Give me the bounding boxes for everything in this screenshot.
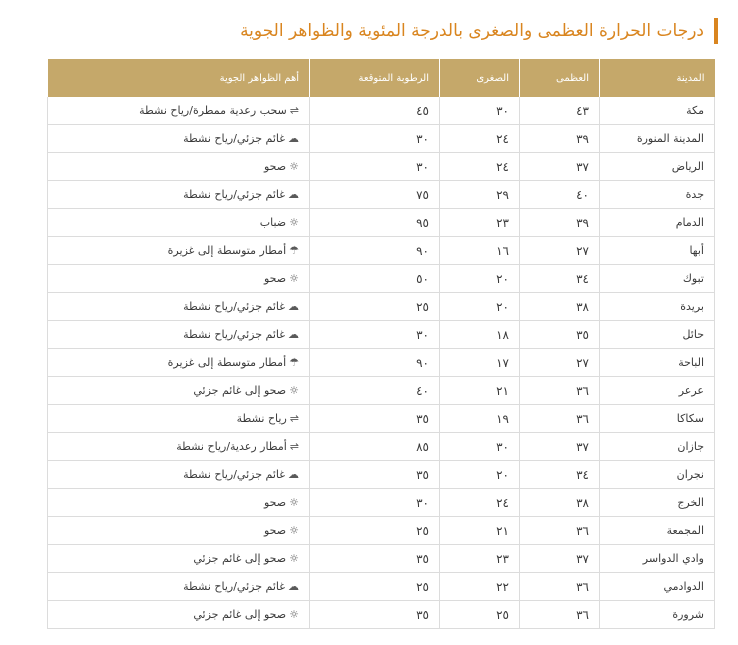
humidity-cell: ٣٠ (310, 489, 440, 517)
weather-cell (48, 153, 310, 181)
min-temp-cell: ٢٣ (440, 545, 520, 573)
fog-icon: ☼ (289, 216, 299, 229)
weather-cell (48, 545, 310, 573)
title-accent-bar (714, 18, 718, 44)
min-temp-cell: ٢٥ (440, 601, 520, 629)
max-temp-cell: ٤٣ (520, 97, 600, 125)
max-temp-cell: ٣٤ (520, 265, 600, 293)
weather-text: ضباب (259, 216, 287, 229)
weather-text: صحو (264, 160, 287, 173)
sun-icon: ☼ (289, 160, 299, 173)
table-body (48, 97, 715, 629)
weather-cell (48, 97, 310, 125)
humidity-cell: ٥٠ (310, 265, 440, 293)
max-temp-cell: ٣٥ (520, 321, 600, 349)
table-row (48, 573, 715, 601)
min-temp-cell: ٢١ (440, 517, 520, 545)
humidity-cell: ٢٥ (310, 573, 440, 601)
city-cell: مكة (600, 97, 715, 125)
city-cell: الباحة (600, 349, 715, 377)
table-row (48, 125, 715, 153)
city-cell: وادي الدواسر (600, 545, 715, 573)
header-max: العظمى (520, 59, 600, 97)
city-cell: الدمام (600, 209, 715, 237)
cloud-wind-icon: ☁ (288, 328, 299, 341)
humidity-cell: ٣٥ (310, 545, 440, 573)
header-min: الصغرى (440, 59, 520, 97)
max-temp-cell: ٣٦ (520, 405, 600, 433)
weather-text: غائم جزئي/رياح نشطة (183, 300, 285, 313)
max-temp-cell: ٣٦ (520, 573, 600, 601)
weather-text: غائم جزئي/رياح نشطة (183, 328, 285, 341)
weather-text: أمطار متوسطة إلى غزيرة (167, 356, 287, 369)
header-city: المدينة (600, 59, 715, 97)
city-cell: نجران (600, 461, 715, 489)
weather-cell (48, 601, 310, 629)
table-row (48, 433, 715, 461)
sun-icon: ☼ (289, 272, 299, 285)
min-temp-cell: ٣٠ (440, 97, 520, 125)
sun-cloud-icon: ☼ (289, 384, 299, 397)
city-cell: الدوادمي (600, 573, 715, 601)
humidity-cell: ٢٥ (310, 517, 440, 545)
humidity-cell: ٧٥ (310, 181, 440, 209)
table-row (48, 97, 715, 125)
cloud-wind-icon: ☁ (288, 188, 299, 201)
weather-cell (48, 461, 310, 489)
humidity-cell: ٩٠ (310, 349, 440, 377)
max-temp-cell: ٣٧ (520, 545, 600, 573)
humidity-cell: ٢٥ (310, 293, 440, 321)
min-temp-cell: ١٦ (440, 237, 520, 265)
weather-text: صحو إلى غائم جزئي (193, 552, 287, 565)
humidity-cell: ٣٠ (310, 153, 440, 181)
city-cell: المدينة المنورة (600, 125, 715, 153)
max-temp-cell: ٣٩ (520, 125, 600, 153)
min-temp-cell: ٢٠ (440, 265, 520, 293)
humidity-cell: ٣٥ (310, 405, 440, 433)
weather-cell (48, 237, 310, 265)
weather-cell (48, 321, 310, 349)
weather-text: صحو إلى غائم جزئي (193, 384, 287, 397)
table-row (48, 321, 715, 349)
min-temp-cell: ٢٩ (440, 181, 520, 209)
min-temp-cell: ٢٤ (440, 153, 520, 181)
city-cell: شرورة (600, 601, 715, 629)
city-cell: تبوك (600, 265, 715, 293)
table-row (48, 265, 715, 293)
wind-icon: ⇌ (289, 104, 299, 117)
table-row (48, 349, 715, 377)
cloud-wind-icon: ☁ (288, 300, 299, 313)
weather-cell (48, 489, 310, 517)
humidity-cell: ٤٠ (310, 377, 440, 405)
weather-cell (48, 517, 310, 545)
table-row (48, 181, 715, 209)
weather-cell (48, 181, 310, 209)
max-temp-cell: ٢٧ (520, 237, 600, 265)
city-cell: حائل (600, 321, 715, 349)
weather-text: رياح نشطة (236, 412, 287, 425)
rain-cloud-icon: ☂ (289, 244, 299, 257)
max-temp-cell: ٣٤ (520, 461, 600, 489)
table-row (48, 405, 715, 433)
city-cell: عرعر (600, 377, 715, 405)
weather-cell (48, 293, 310, 321)
humidity-cell: ٣٠ (310, 125, 440, 153)
table-header-row (48, 59, 715, 97)
max-temp-cell: ٣٨ (520, 489, 600, 517)
weather-text: صحو إلى غائم جزئي (193, 608, 287, 621)
table-row (48, 293, 715, 321)
table-row (48, 517, 715, 545)
sun-icon: ☼ (289, 524, 299, 537)
header-weather: أهم الظواهر الجوية (48, 59, 310, 97)
min-temp-cell: ١٧ (440, 349, 520, 377)
table-row (48, 377, 715, 405)
humidity-cell: ٣٠ (310, 321, 440, 349)
min-temp-cell: ٢٣ (440, 209, 520, 237)
max-temp-cell: ٣٦ (520, 377, 600, 405)
weather-cell (48, 405, 310, 433)
weather-text: سحب رعدية ممطرة/رياح نشطة (139, 104, 287, 117)
weather-cell (48, 209, 310, 237)
cloud-wind-icon: ☁ (288, 132, 299, 145)
city-cell: أبها (600, 237, 715, 265)
sun-cloud-icon: ☼ (289, 552, 299, 565)
weather-text: غائم جزئي/رياح نشطة (183, 468, 285, 481)
min-temp-cell: ٢٤ (440, 489, 520, 517)
page-header (240, 16, 718, 46)
weather-table (47, 59, 715, 629)
min-temp-cell: ٢١ (440, 377, 520, 405)
city-cell: سكاكا (600, 405, 715, 433)
table-row (48, 461, 715, 489)
min-temp-cell: ١٩ (440, 405, 520, 433)
humidity-cell: ٨٥ (310, 433, 440, 461)
weather-cell (48, 377, 310, 405)
city-cell: جازان (600, 433, 715, 461)
weather-text: أمطار متوسطة إلى غزيرة (167, 244, 287, 257)
min-temp-cell: ٣٠ (440, 433, 520, 461)
humidity-cell: ٣٥ (310, 461, 440, 489)
max-temp-cell: ٣٦ (520, 601, 600, 629)
sun-cloud-icon: ☼ (289, 608, 299, 621)
humidity-cell: ٩٠ (310, 237, 440, 265)
table-row (48, 153, 715, 181)
max-temp-cell: ٣٩ (520, 209, 600, 237)
wind-icon: ⇌ (289, 440, 299, 453)
city-cell: جدة (600, 181, 715, 209)
table-row (48, 237, 715, 265)
max-temp-cell: ٢٧ (520, 349, 600, 377)
table-row (48, 601, 715, 629)
table-row (48, 545, 715, 573)
min-temp-cell: ٢٠ (440, 461, 520, 489)
weather-text: صحو (264, 524, 287, 537)
weather-cell (48, 125, 310, 153)
min-temp-cell: ٢٤ (440, 125, 520, 153)
max-temp-cell: ٣٨ (520, 293, 600, 321)
city-cell: المجمعة (600, 517, 715, 545)
min-temp-cell: ٢٢ (440, 573, 520, 601)
weather-cell (48, 265, 310, 293)
max-temp-cell: ٣٧ (520, 433, 600, 461)
header-humidity: الرطوبة المتوقعة (310, 59, 440, 97)
min-temp-cell: ٢٠ (440, 293, 520, 321)
page-title: درجات الحرارة العظمى والصغرى بالدرجة المئوية والظواهر الجوية (240, 21, 704, 41)
weather-cell (48, 349, 310, 377)
max-temp-cell: ٣٧ (520, 153, 600, 181)
weather-text: غائم جزئي/رياح نشطة (183, 580, 285, 593)
weather-text: صحو (264, 272, 287, 285)
weather-text: غائم جزئي/رياح نشطة (183, 132, 285, 145)
max-temp-cell: ٣٦ (520, 517, 600, 545)
weather-cell (48, 433, 310, 461)
cloud-wind-icon: ☁ (288, 468, 299, 481)
humidity-cell: ٤٥ (310, 97, 440, 125)
table-row (48, 489, 715, 517)
max-temp-cell: ٤٠ (520, 181, 600, 209)
city-cell: بريدة (600, 293, 715, 321)
weather-text: غائم جزئي/رياح نشطة (183, 188, 285, 201)
city-cell: الخرج (600, 489, 715, 517)
city-cell: الرياض (600, 153, 715, 181)
sun-icon: ☼ (289, 496, 299, 509)
table-row (48, 209, 715, 237)
weather-text: صحو (264, 496, 287, 509)
rain-cloud-icon: ☂ (289, 356, 299, 369)
weather-cell (48, 573, 310, 601)
wind-icon: ⇌ (289, 412, 299, 425)
humidity-cell: ٣٥ (310, 601, 440, 629)
humidity-cell: ٩٥ (310, 209, 440, 237)
cloud-wind-icon: ☁ (288, 580, 299, 593)
min-temp-cell: ١٨ (440, 321, 520, 349)
weather-text: أمطار رعدية/رياح نشطة (176, 440, 287, 453)
